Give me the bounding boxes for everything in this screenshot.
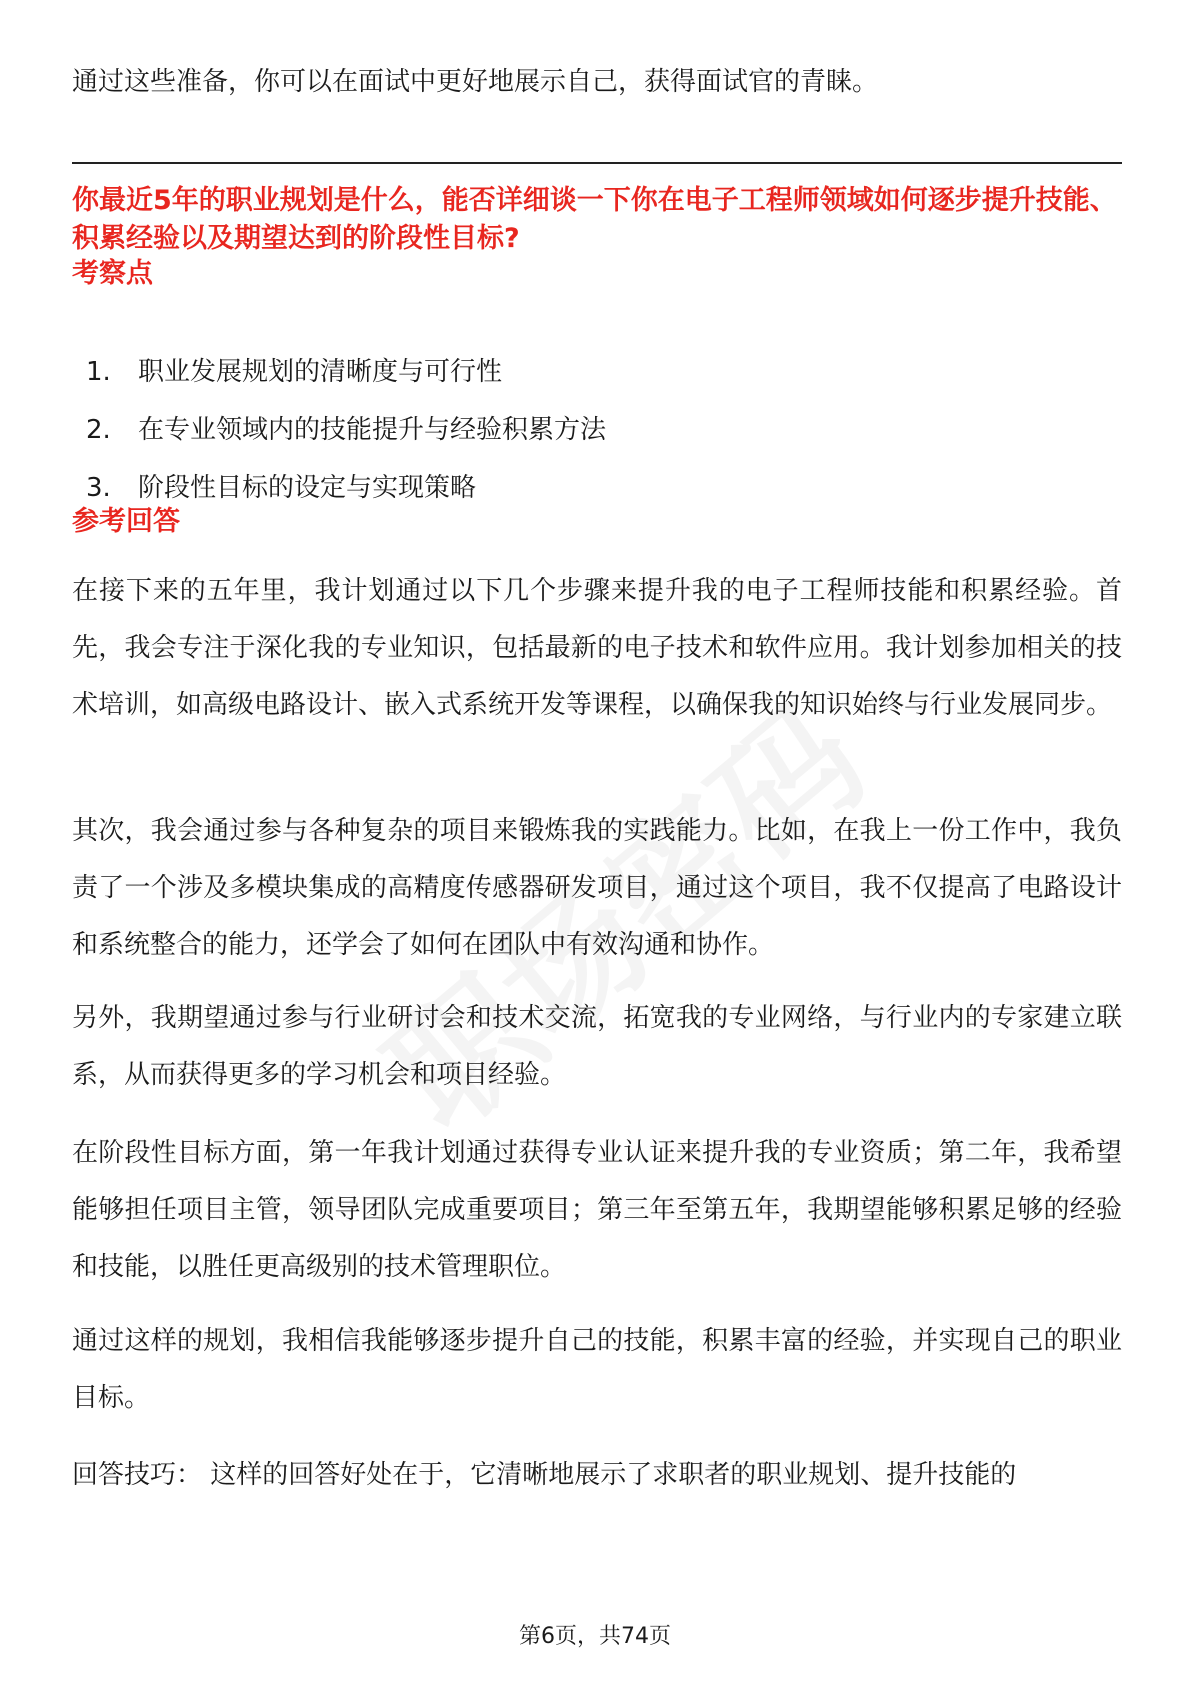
list-item-text: 阶段性目标的设定与实现策略 [138,473,477,503]
list-item-text: 职业发展规划的清晰度与可行性 [138,357,503,387]
divider [72,162,1122,164]
question-heading: 你最近5年的职业规划是什么，能否详细谈一下你在电子工程师领域如何逐步提升技能、积累经验以及期望达到的阶段性目标? [72,185,1117,254]
answer-tip-paragraph: 回答技巧： 这样的回答好处在于，它清晰地展示了求职者的职业规划、提升技能的 [72,1460,1017,1490]
answer-paragraph: 其次，我会通过参与各种复杂的项目来锻炼我的实践能力。比如，在我上一份工作中，我负责了一个涉及多模块集成的高精度传感器研发项目，通过这个项目，我不仅提高了电路设计和系统整合的能力，还学会了如何在团队中有效沟通和协作。 [72,816,1122,960]
page-footer: 第6页，共74页 [519,1624,671,1649]
list-item [72,410,1122,468]
list-item [72,468,1122,526]
answer-paragraph: 在接下来的五年里，我计划通过以下几个步骤来提升我的电子工程师技能和积累经验。首先，我会专注于深化我的专业知识，包括最新的电子技术和软件应用。我计划参加相关的技术培训，如高级电路设计、嵌入式系统开发等课程，以确保我的知识始终与行业发展同步。 [72,576,1122,720]
intro-text: 通过这些准备，你可以在面试中更好地展示自己，获得面试官的青睐。 [72,67,879,97]
list-item-number: 2. [86,415,111,445]
list-item [72,352,1122,410]
list-item-text: 在专业领域内的技能提升与经验积累方法 [138,415,607,445]
list-item-number: 3. [86,473,111,503]
answer-paragraph: 在阶段性目标方面，第一年我计划通过获得专业认证来提升我的专业资质；第二年，我希望能够担任项目主管，领导团队完成重要项目；第三年至第五年，我期望能够积累足够的经验和技能，以胜任更高级别的技术管理职位。 [72,1138,1122,1282]
points-list [72,352,1122,526]
answer-paragraph: 通过这样的规划，我相信我能够逐步提升自己的技能，积累丰富的经验，并实现自己的职业目标。 [72,1326,1122,1413]
answer-heading: 参考回答 [72,506,180,537]
list-item-number: 1. [86,357,111,387]
points-heading: 考察点 [72,258,153,289]
answer-paragraph: 另外，我期望通过参与行业研讨会和技术交流，拓宽我的专业网络，与行业内的专家建立联系，从而获得更多的学习机会和项目经验。 [72,1003,1122,1090]
